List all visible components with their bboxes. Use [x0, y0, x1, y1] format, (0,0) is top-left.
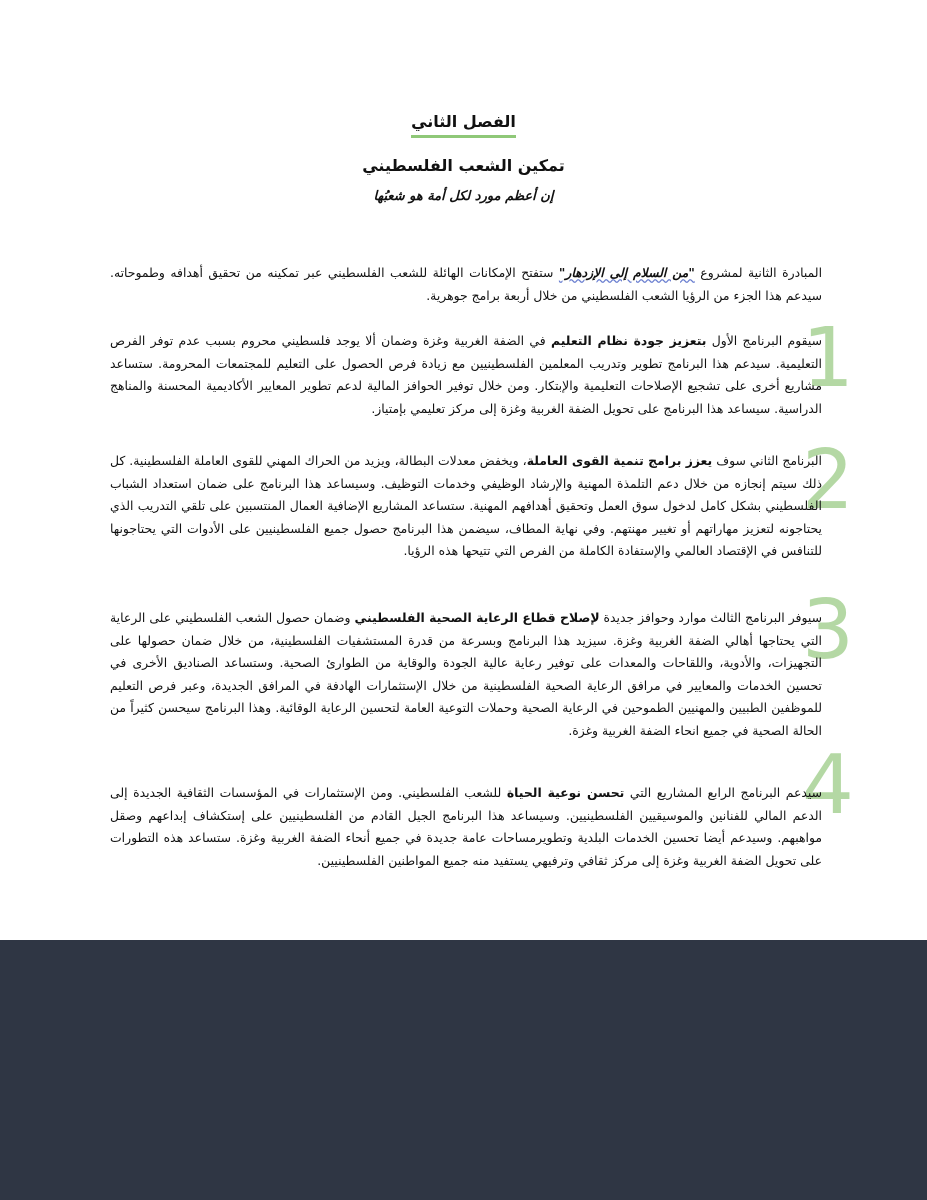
program-number-2: 2 — [801, 433, 855, 528]
program-3-highlight: لإصلاح قطاع الرعاية الصحية الفلسطيني — [354, 610, 600, 626]
program-1-highlight: بتعزيز جودة نظام التعليم — [550, 333, 707, 349]
program-2-text-before: البرنامج الثاني سوف — [712, 453, 823, 469]
program-number-4: 4 — [801, 738, 855, 833]
program-4-highlight: تحسن نوعية الحياة — [506, 785, 625, 801]
main-title: تمكين الشعب الفلسطيني — [362, 156, 565, 175]
program-1-text-after: في الضفة الغربية وغزة وضمان ألا يوجد فلسطيني محروم بسبب عدم توفر الفرص التعليمية. سيدعم هذا البرنامج تطوير وتدريب المعلمين الفلسطينيين مع زيادة فرص الحصول على التعليم للمجتمعات المحرومة. ستساعد مشاريع أخرى على تشجيع الإصلاحات التعليمية والإبتكار. ومن خلال توفير الحوافز المالية لدعم تطوير المعايير الأكاديمية المحسنة والمناهج الدراسية. سيساعد هذا البرنامج على تحويل الضفة الغربية وغزة إلى مركز تعليمي بإمتياز. — [110, 333, 822, 416]
program-2-highlight: يعزز برامج تنمية القوى العاملة — [526, 453, 713, 469]
program-1-text-before: سيقوم البرنامج الأول — [706, 333, 822, 349]
program-2-paragraph — [110, 450, 822, 563]
subtitle-quote: إن أعظم مورد لكل أمة هو شعبُها — [373, 189, 554, 204]
program-4-paragraph — [110, 782, 822, 872]
program-3-text-before: سيوفر البرنامج الثالث موارد وحوافز جديدة — [599, 610, 822, 626]
program-3-paragraph — [110, 607, 822, 742]
program-4-text-after: للشعب الفلسطيني. ومن الإستثمارات في المؤسسات الثقافية الجديدة إلى الدعم المالي للفنانين والموسيقيين الفلسطينيين. وسيساعد هذا البرنامج الجيل القادم من الفلسطينيين على إستكشاف إبداعهم وصقل مواهبهم. وسيدعم أيضا تحسين الخدمات البلدية وتطويرمساحات عامة جديدة في جميع أنحاء الضفة الغربية وغزة. ستساعد هذه التطورات على تحويل الضفة الغربية وغزة إلى مركز ثقافي وترفيهي يستفيد منه جميع المواطنين الفلسطينيين. — [110, 785, 822, 868]
program-1-paragraph — [110, 330, 822, 420]
program-4-text-before: سيدعم البرنامج الرابع المشاريع التي — [624, 785, 822, 801]
program-2-text-after: ، ويخفض معدلات البطالة، ويزيد من الحراك المهني للقوى العاملة الفلسطينية. كل ذلك سيتم إنجازه من خلال دعم التلمذة المهنية والإرشاد الوظيفي وخدمات التوظيف. وسيساعد هذا البرنامج على ضمان استعداد الشباب الفلسطيني بشكل كامل لدخول سوق العمل وتحقيق أهدافهم المهنية. ستساعد المشاريع الإضافية العمال المنتسبين على تلقي التدريب الذي يحتاجونه لتعزيز مهاراتهم أو تغيير مهنتهم. وفي نهاية المطاف، سيضمن هذا البرنامج حصول جميع الفلسطينيين على الأدوات التي يحتاجونها للتنافس في الإقتصاد العالمي والإستفادة الكاملة من الفرص التي تتيحها هذه الرؤيا. — [110, 453, 822, 559]
title-block — [0, 112, 927, 204]
project-name: "من السلام إلى الإزدهار" — [558, 265, 695, 281]
program-number-3: 3 — [801, 583, 855, 678]
program-number-1: 1 — [801, 311, 855, 406]
intro-text-after: ستفتح الإمكانات الهائلة للشعب الفلسطيني عبر تمكينه من تحقيق أهدافه وطموحاته. سيدعم هذا الجزء من الرؤيا الشعب الفلسطيني من خلال أربعة برامج جوهرية. — [110, 265, 822, 303]
intro-text-before: المبادرة الثانية لمشروع — [694, 265, 823, 281]
intro-paragraph — [110, 262, 822, 307]
footer-band — [0, 940, 927, 1200]
chapter-title: الفصل الثاني — [411, 112, 516, 138]
program-3-text-after: وضمان حصول الشعب الفلسطيني على الرعاية التي يحتاجها أهالي الضفة الغربية وغزة. سيزيد هذا البرنامج وبسرعة من قدرة المستشفيات الفلسطينية، من خلال ضمان حصولها على التجهيزات، والأدوية، واللقاحات والمعدات على توفير رعاية عالية الجودة والوقاية من الطوارئ الصحية. وستساعد الصناديق الأخرى في تحسين الخدمات والمعايير في مرافق الرعاية الصحية الفلسطينية من خلال الإستثمارات الهادفة في المرافق الجديدة، وعبر فرص التعليم للموظفين الطبيين والمهنيين الطموحين في الرعاية الصحية وحملات التوعية العامة لتحسين الرعاية الوقائية. وهذا البرنامج سيحسن كثيراً من الحالة الصحية في جميع انحاء الضفة الغربية وغزة. — [110, 610, 822, 738]
